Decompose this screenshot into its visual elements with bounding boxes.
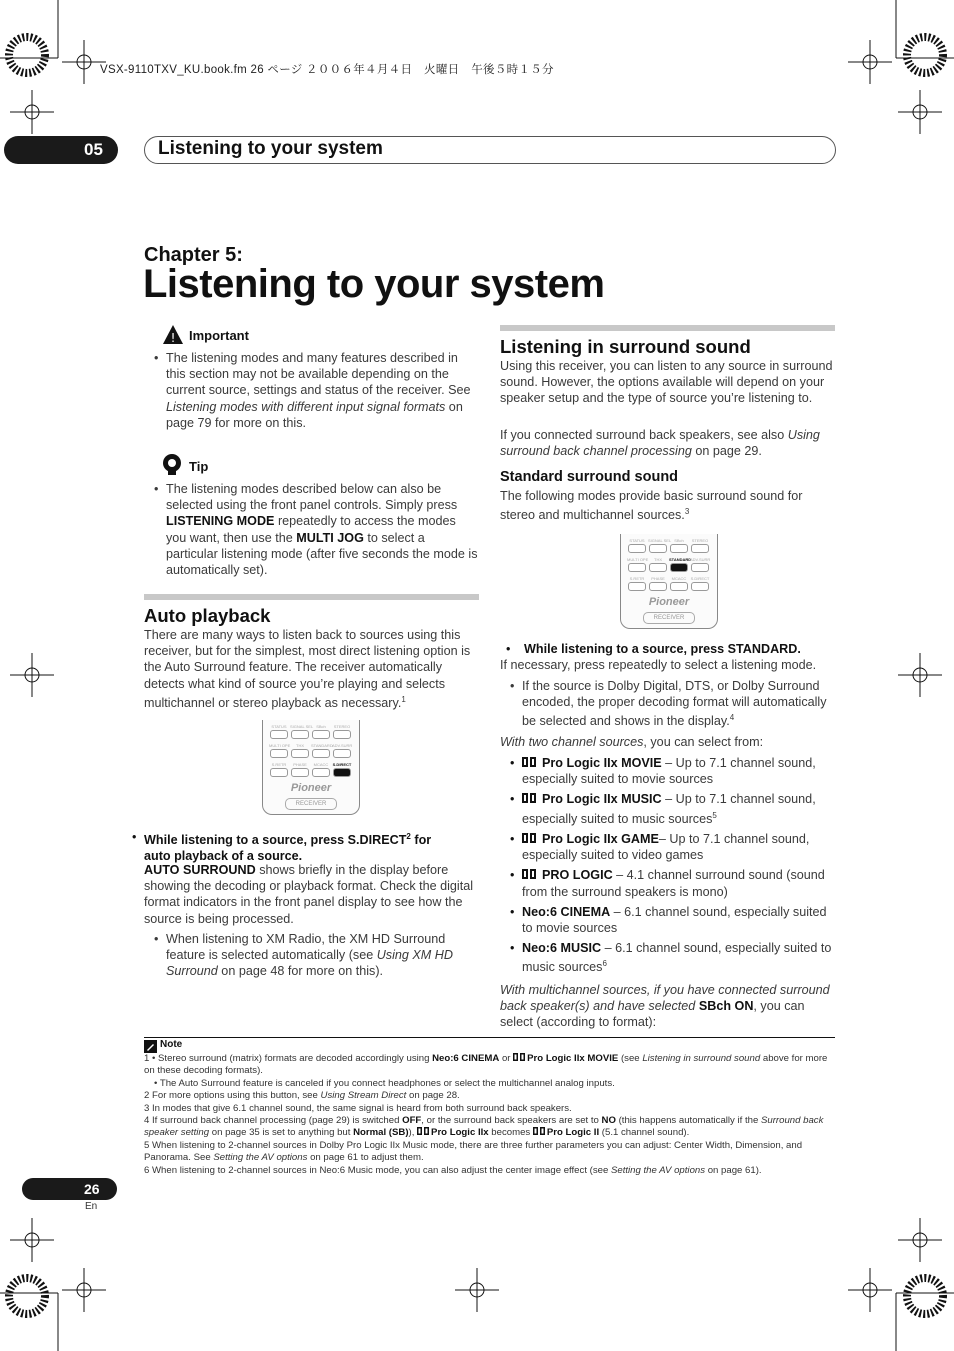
- remote-button-label: S.DIRECT: [332, 762, 352, 767]
- running-title: Listening to your system: [158, 138, 383, 159]
- remote-button-label: STANDARD: [669, 557, 692, 562]
- remote-button-label: STATUS: [629, 538, 645, 543]
- if-necessary-text: If necessary, press repeatedly to select a listening mode.: [500, 658, 817, 672]
- multichannel-intro: With multichannel sources, if you have connected surround back speaker(s) and have selected SBch ON, you can select (according to format):: [500, 983, 830, 1030]
- remote-button-label: MCACC: [671, 576, 687, 581]
- listening-mode-item: • Pro Logic IIx GAME– Up to 7.1 channel sound, especially suited to video games: [500, 831, 835, 863]
- xm-note: • When listening to XM Radio, the XM HD Surround feature is selected automatically (see Using XM HD Surround on page 48 for more on this).: [144, 931, 479, 984]
- remote-button: [332, 724, 352, 739]
- listening-mode-item: • Pro Logic IIx MUSIC – Up to 7.1 channel sound, especially suited to music sources$^5$: [500, 791, 835, 827]
- section-bar: [144, 594, 479, 600]
- remote-button: [669, 557, 692, 572]
- note-6: 6 When listening to 2-channel sources in Neo:6 Music mode, you can also adjust the center image effect (see Setting the AV options on page 61).: [144, 1164, 762, 1176]
- section-bar: [500, 325, 835, 331]
- remote-button-label: STEREO: [691, 538, 709, 543]
- note-1: 1 • Stereo surround (matrix) formats are decoded accordingly using Neo:6 CINEMA or Pro Logic IIx MOVIE (see Listening in surround sound above for more on these decoding formats).: [144, 1053, 828, 1077]
- remote-button-label: S.RETR: [629, 576, 645, 581]
- auto-playback-heading: Auto playback: [144, 605, 271, 626]
- remote-button: [669, 576, 689, 591]
- note-1-sub: • The Auto Surround feature is canceled if you connect headphones or select the multichannel analog inputs.: [154, 1077, 615, 1089]
- remote-button-label: PHASE: [293, 762, 307, 767]
- important-box: [144, 324, 479, 435]
- remote-button: [627, 538, 647, 553]
- remote-button-label: S.DIRECT: [690, 576, 710, 581]
- remote-button-label: STANDARD: [311, 743, 333, 748]
- remote-button: [648, 557, 668, 572]
- dolby-logo-icon: [522, 833, 537, 843]
- page-title: Listening to your system: [143, 262, 605, 306]
- listening-mode-item: • PRO LOGIC – 4.1 channel surround sound (sound from the surround speakers is mono): [500, 867, 835, 899]
- remote-button: [690, 576, 710, 591]
- tip-text: • The listening modes described below can also be selected using the front panel controls. Simply press LISTENING MODE repeatedly to access the modes you want, then use the MULTI JOG to select a particular listening mode (after five seconds the mode is automatically set).: [144, 481, 479, 578]
- remote-button: [269, 724, 289, 739]
- remote-button: [290, 762, 310, 777]
- remote-button: [269, 743, 289, 758]
- remote-button-label: THX: [654, 557, 662, 562]
- remote-button: [690, 557, 710, 572]
- remote-button: [648, 576, 668, 591]
- notes-section: [144, 1039, 836, 1177]
- chapter-label: Chapter 5:: [144, 244, 243, 266]
- print-header: VSX-9110TXV_KU.book.fm 26 ページ ２００６年４月４日 火曜日 午後５時１５分: [100, 64, 554, 76]
- language-label: En: [85, 1201, 98, 1212]
- lightbulb-icon: [160, 453, 184, 477]
- remote-button-label: MULTI OPE: [269, 743, 291, 748]
- remote-button-label: PHASE: [651, 576, 665, 581]
- notes-heading: Note: [160, 1039, 183, 1050]
- remote-button: [311, 743, 331, 758]
- remote-button-label: ADV.SURR: [690, 557, 711, 562]
- dolby-logo-icon: [513, 1053, 527, 1064]
- remote-button: [648, 538, 672, 553]
- remote-button-label: SIGNAL SEL: [648, 538, 672, 543]
- dolby-logo-icon: [522, 793, 537, 803]
- pioneer-logo: Pioneer: [648, 596, 690, 608]
- listening-mode-item: • Neo:6 MUSIC – 6.1 channel sound, especially suited to music sources$^6$: [500, 940, 835, 976]
- remote-button: [627, 576, 647, 591]
- remote-button-label: ADV.SURR: [332, 743, 353, 748]
- listening-mode-item: • Pro Logic IIx MOVIE – Up to 7.1 channel sound, especially suited to movie sources: [500, 755, 835, 787]
- dolby-auto-note: • If the source is Dolby Digital, DTS, or Dolby Surround encoded, the proper decoding format will automatically be selected and shows in the display.$^4$: [500, 678, 835, 734]
- auto-playback-paragraph: There are many ways to listen back to sources using this receiver, but for the simplest, most direct listening option is the Auto Surround feature. The receiver automatically detects what kind of source you’re playing and selects multichannel or stereo playback as necessary.$^1$: [144, 628, 471, 710]
- pioneer-logo: Pioneer: [290, 782, 332, 794]
- warning-icon: [162, 324, 184, 346]
- receiver-label: RECEIVER: [643, 612, 695, 624]
- note-2: 2 For more options using this button, see Using Stream Direct on page 28.: [144, 1090, 460, 1102]
- page-number-badge: 26: [22, 1178, 117, 1200]
- tip-heading: Tip: [189, 459, 209, 474]
- chapter-badge: 05: [4, 136, 118, 164]
- remote-control-illustration: [262, 720, 360, 815]
- note-4: 4 If surround back channel processing (page 29) is switched OFF, or the surround back speakers are set to NO (this happens automatically if the Surround back speaker setting on page 35 is set to anything but Normal (SB)), Pro Logic IIx becomes Pro Logic II (5.1 channel sound).: [144, 1115, 824, 1139]
- remote-button-label: MULTI OPE: [627, 557, 649, 562]
- remote-button: [269, 762, 289, 777]
- remote-button: [290, 724, 314, 739]
- dolby-logo-icon: [533, 1127, 547, 1138]
- surround-paragraph-1: Using this receiver, you can listen to any source in surround sound. However, the options available will depend on your speaker setup and the type of source you’re listening to.: [500, 359, 833, 406]
- listening-mode-list: [500, 755, 835, 980]
- receiver-label: RECEIVER: [285, 798, 337, 810]
- dolby-logo-icon: [522, 869, 537, 879]
- remote-button: [690, 538, 710, 553]
- remote-button-label: S.RETR: [271, 762, 287, 767]
- remote-button: [311, 724, 331, 739]
- remote-button: [332, 762, 352, 777]
- remote-control-illustration: [620, 534, 718, 629]
- remote-button-label: SBch: [674, 538, 684, 543]
- notes-divider: [144, 1037, 835, 1038]
- remote-button-label: SIGNAL SEL: [290, 724, 314, 729]
- auto-surround-text: AUTO SURROUND shows briefly in the display before showing the decoding or playback format. Check the digital format indicators in the front panel display to see how the source is being processed.: [144, 863, 474, 926]
- dolby-logo-icon: [522, 757, 537, 767]
- svg-text:!: !: [170, 331, 176, 345]
- remote-button-label: MCACC: [313, 762, 329, 767]
- tip-box: [144, 453, 479, 582]
- important-heading: Important: [189, 328, 249, 343]
- remote-button-label: STEREO: [333, 724, 351, 729]
- remote-button-label: THX: [296, 743, 304, 748]
- remote-button: [290, 743, 310, 758]
- standard-surround-paragraph: The following modes provide basic surround sound for stereo and multichannel sources.$^3$: [500, 489, 803, 523]
- remote-button: [311, 762, 331, 777]
- standard-instruction: • While listening to a source, press STANDARD.: [506, 642, 801, 656]
- two-channel-intro: With two channel sources, you can select from:: [500, 735, 764, 749]
- remote-button: [669, 538, 689, 553]
- standard-surround-heading: Standard surround sound: [500, 469, 679, 485]
- surround-heading: Listening in surround sound: [500, 336, 751, 357]
- remote-button-label: SBch: [316, 724, 326, 729]
- remote-button: [627, 557, 647, 572]
- listening-mode-item: • Neo:6 CINEMA – 6.1 channel sound, especially suited to movie sources: [500, 904, 835, 936]
- remote-button: [332, 743, 352, 758]
- note-3: 3 In modes that give 6.1 channel sound, the same signal is heard from both surround back speakers.: [144, 1102, 572, 1114]
- note-5: 5 When listening to 2-channel sources in Dolby Pro Logic IIx Music mode, there are three further parameters you can adjust: Center Width, Dimension, and Panorama. See Setting the AV options on page 61 to adjust them.: [144, 1139, 803, 1164]
- important-text: • The listening modes and many features described in this section may not be available depending on the current source, settings and status of the receiver. See Listening modes with different input signal formats on page 79 for more on this.: [144, 350, 479, 431]
- surround-paragraph-2: If you connected surround back speakers, see also Using surround back channel processing on page 29.: [500, 428, 820, 459]
- dolby-logo-icon: [417, 1127, 431, 1138]
- auto-playback-instruction: • While listening to a source, press S.DIRECT$^2$ for auto playback of a source.: [144, 829, 479, 869]
- remote-button-label: STATUS: [271, 724, 287, 729]
- note-icon: [144, 1040, 157, 1053]
